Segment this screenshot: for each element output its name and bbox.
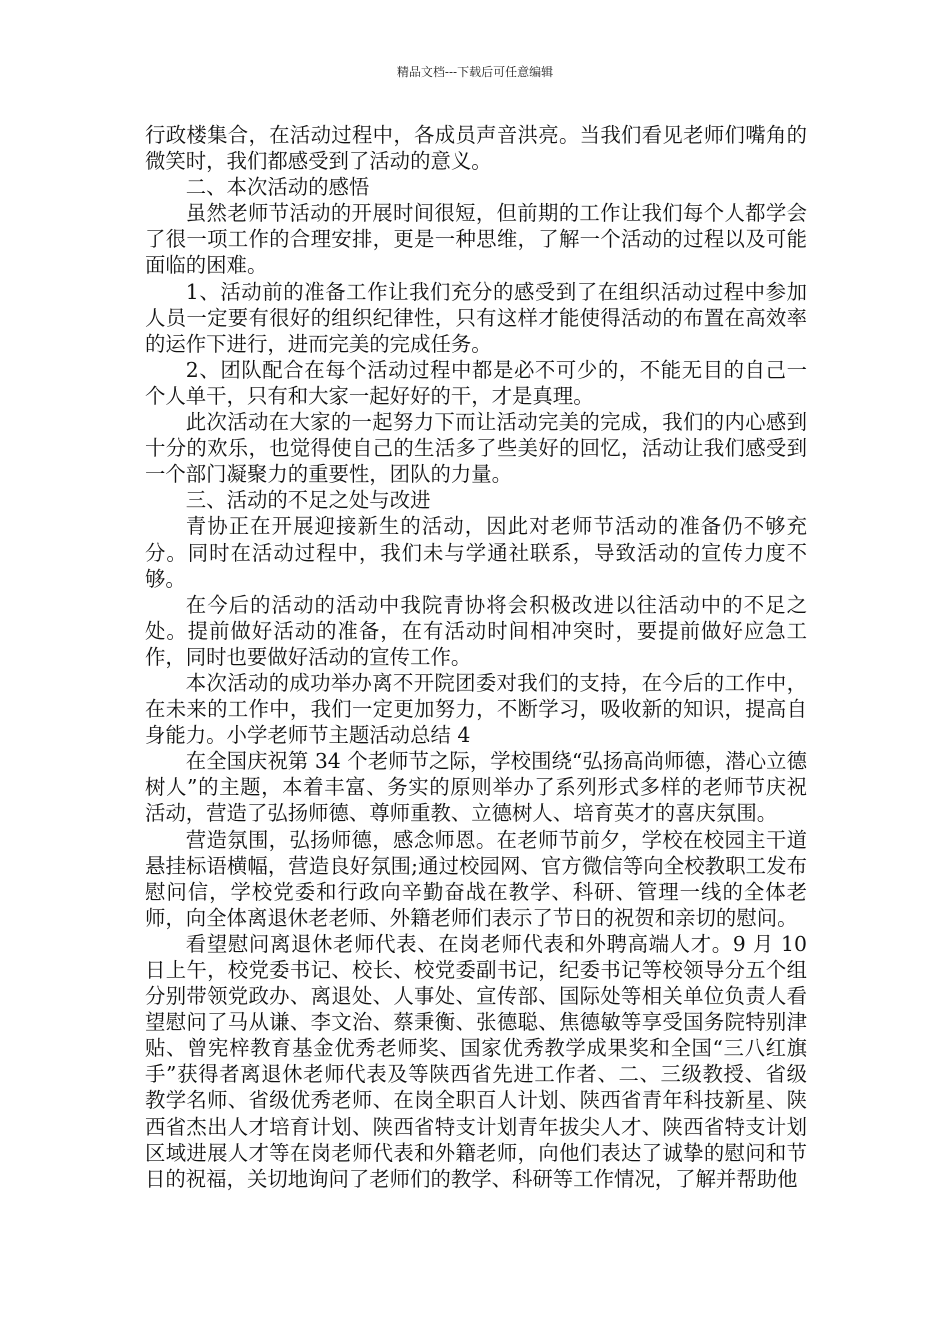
section-heading: 三、活动的不足之处与改进 <box>185 488 431 513</box>
paragraph: 在全国庆祝第 34 个老师节之际，学校围绕“弘扬高尚师德，潜心立德树人”的主题，本着丰富、务实的原则举办了系列形式多样的老师节庆祝活动，营造了弘扬师德、尊师重教、立德树人、培育英才的喜庆氛围。 <box>145 749 807 826</box>
paragraph: 虽然老师节活动的开展时间很短，但前期的工作让我们每个人都学会了很一项工作的合理安排，更是一种思维，了解一个活动的过程以及可能面临的困难。 <box>145 201 807 278</box>
paragraph: 营造氛围，弘扬师德，感念师恩。在老师节前夕，学校在校园主干道悬挂标语横幅，营造良好氛围;通过校园网、官方微信等向全校教职工发布慰问信，学校党委和行政向辛勤奋战在教学、科研、管理一线的全体老师，向全体离退休老老师、外籍老师们表示了节日的祝贺和亲切的慰问。 <box>145 827 807 930</box>
paragraph: 看望慰问离退休老师代表、在岗老师代表和外聘高端人才。9 月 10 日上午，校党委书记、校长、校党委副书记，纪委书记等校领导分五个组分别带领党政办、离退处、人事处、宣传部、国际处等相关单位负责人看望慰问了马从谦、李文治、蔡秉衡、张德聪、焦德敏等享受国务院特别津贴、曾宪梓教育基金优秀老师奖、国家优秀教学成果奖和全国“三八红旗手”获得者离退休老师代表及等陕西省先进工作者、二、三级教授、省级教学名师、省级优秀老师、在岗全职百人计划、陕西省青年科技新星、陕西省杰出人才培育计划、陕西省特支计划青年拔尖人才、陕西省特支计划区域进展人才等在岗老师代表和外籍老师，向他们表达了诚挚的慰问和节日的祝福，关切地询问了老师们的教学、科研等工作情况，了解并帮助他 <box>145 931 807 1191</box>
paragraph: 2、团队配合在每个活动过程中都是必不可少的，不能无目的自己一个人单干，只有和大家一起好好的干，才是真理。 <box>145 357 807 408</box>
page-header: 精品文档---下载后可任意编辑 <box>396 65 554 79</box>
paragraph: 本次活动的成功举办离不开院团委对我们的支持，在今后的工作中，在未来的工作中，我们一定更加努力，不断学习，吸收新的知识，提高自身能力。小学老师节主题活动总结 4 <box>145 670 807 748</box>
paragraph: 行政楼集合，在活动过程中，各成员声音洪亮。当我们看见老师们嘴角的微笑时，我们都感受到了活动的意义。 <box>145 123 807 174</box>
document-body <box>145 122 807 1192</box>
paragraph: 1、活动前的准备工作让我们充分的感受到了在组织活动过程中参加人员一定要有很好的组织纪律性，只有这样才能使得活动的布置在高效率的运作下进行，进而完美的完成任务。 <box>145 279 807 356</box>
paragraph: 在今后的活动的活动中我院青协将会积极改进以往活动中的不足之处。提前做好活动的准备，在有活动时间相冲突时，要提前做好应急工作，同时也要做好活动的宣传工作。 <box>145 592 807 669</box>
section-heading: 二、本次活动的感悟 <box>185 175 370 200</box>
paragraph: 青协正在开展迎接新生的活动，因此对老师节活动的准备仍不够充分。同时在活动过程中，我们未与学通社联系，导致活动的宣传力度不够。 <box>145 514 807 591</box>
paragraph: 此次活动在大家的一起努力下而让活动完美的完成，我们的内心感到十分的欢乐，也觉得使自己的生活多了些美好的回忆，活动让我们感受到一个部门凝聚力的重要性，团队的力量。 <box>145 410 807 487</box>
